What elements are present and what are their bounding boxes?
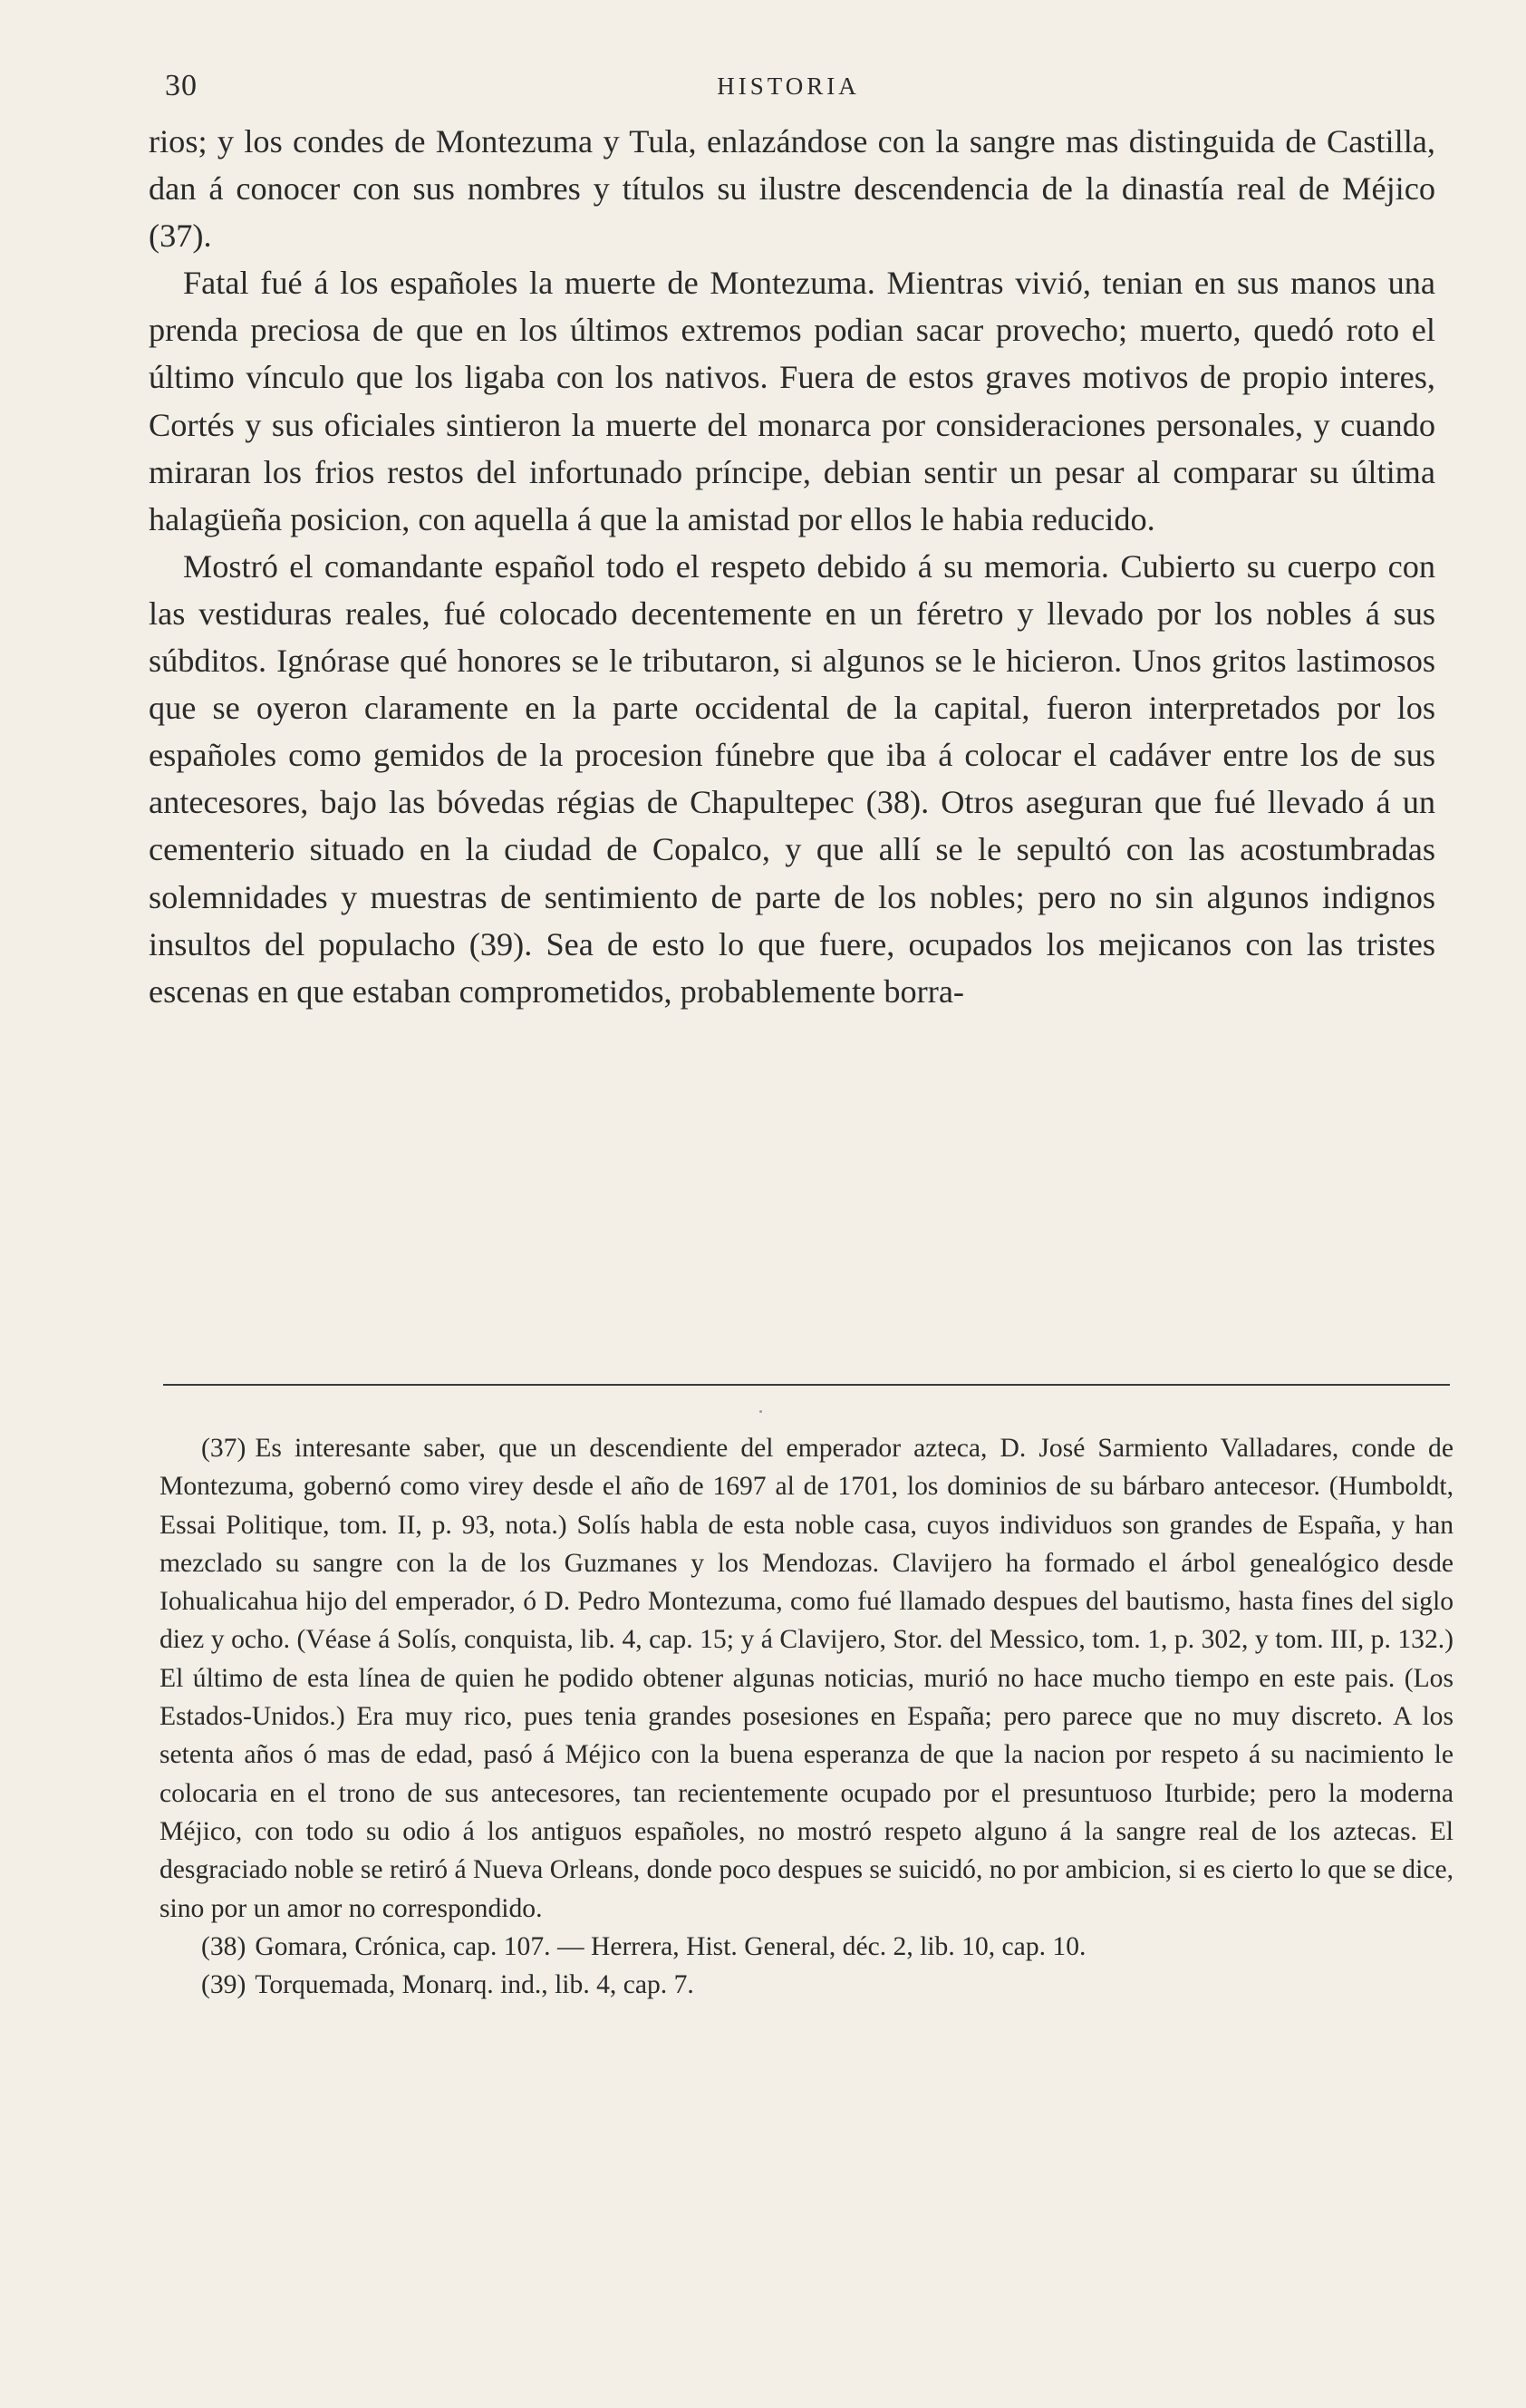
paragraph-continuation: rios; y los condes de Montezuma y Tula, enlazándose con la sangre mas distinguida de Castilla, dan á conocer con sus nombres y títulos su ilustre descendencia de la dinastía real de Méjico (37). [149,123,1435,255]
footnote-number: (39) [201,1970,246,2000]
footnote-text: Torquemada, Monarq. ind., lib. 4, cap. 7. [255,1970,694,2000]
paragraph-funeral: Mostró el comandante español todo el respeto debido á su memoria. Cubierto su cuerpo con las vestiduras reales, fué colocado decentemente en un féretro y llevado por los nobles á sus súbditos. Ignórase qué honores se le tributaron, si algunos se le hicieron. Unos gritos lastimosos que se oyeron claramente en la parte occidental de la capital, fueron interpretados por los españoles como gemidos de la procesion fúnebre que iba á colocar el cadáver entre los de sus antecesores, bajo las bóvedas régias de Chapultepec (38). Otros aseguran que fué llevado á un cementerio situado en la ciudad de Copalco, y que allí se le sepultó con las acostumbradas solemnidades y muestras de sentimiento de parte de los nobles; pero no sin algunos indignos insultos del populacho (39). Sea de esto lo que fuere, ocupados los mejicanos con las tristes escenas en que estaban comprometidos, probablemente borra- [149,547,1435,1010]
page-number: 30 [165,69,198,102]
paragraph-death-of-montezuma: Fatal fué á los españoles la muerte de Montezuma. Mientras vivió, tenian en sus manos una prenda preciosa de que en los últimos extremos podian sacar provecho; muerto, quedó roto el último vínculo que los ligaba con los nativos. Fuera de estos graves motivos de propio interes, Cortés y sus oficiales sintieron la muerte del monarca por consideraciones personales, y cuando miraran los frios restos del infortunado príncipe, debian sentir un pesar al comparar su última halagüeña posicion, con aquella á que la amistad por ellos le habia reducido. [149,265,1435,537]
running-head [145,69,1432,105]
footnotes [159,1429,1454,2004]
footnote-37 [159,1429,1454,1928]
print-speck [759,1410,762,1413]
footnote-text: Gomara, Crónica, cap. 107. — Herrera, Hist. General, déc. 2, lib. 10, cap. 10. [255,1931,1087,1961]
main-text [149,118,1435,1015]
footnote-number: (38) [201,1931,246,1961]
footnote-number: (37) [201,1434,246,1463]
footnote-text: Es interesante saber, que un descendiente del emperador azteca, D. José Sarmiento Valladares, conde de Montezuma, gobernó como virey desde el año de 1697 al de 1701, los dominios de su bárbaro antecesor. (Humboldt, Essai Politique, tom. II, p. 93, nota.) Solís habla de esta noble casa, cuyos individuos son grandes de España, y han mezclado su sangre con la de los Guzmanes y los Mendozas. Clavijero ha formado el árbol genealógico desde Iohualicahua hijo del emperador, ó D. Pedro Montezuma, como fué llamado despues del bautismo, hasta fines del siglo diez y ocho. (Véase á Solís, conquista, lib. 4, cap. 15; y á Clavijero, Stor. del Messico, tom. 1, p. 302, y tom. III, p. 132.) El último de esta línea de quien he podido obtener algunas noticias, murió no hace mucho tiempo en este pais. (Los Estados-Unidos.) Era muy rico, pues tenia grandes posesiones en España; pero parece que no muy discreto. A los setenta años ó mas de edad, pasó á Méjico con la buena esperanza de que la nacion por respeto á su nacimiento le colocaria en el trono de sus antecesores, tan recientemente ocupado por el presuntuoso Iturbide; pero la moderna Méjico, con todo su odio á los antiguos españoles, no mostró respeto alguno á la sangre real de los aztecas. El desgraciado noble se retiró á Nueva Orleans, donde poco despues se suicidó, no por ambicion, si es cierto lo que se dice, sino por un amor no correspondido. [159,1434,1454,1923]
footnote-38 [159,1928,1454,1966]
footnote-39 [159,1966,1454,2004]
running-title: HISTORIA [717,73,860,100]
footnote-separator [163,1384,1450,1386]
